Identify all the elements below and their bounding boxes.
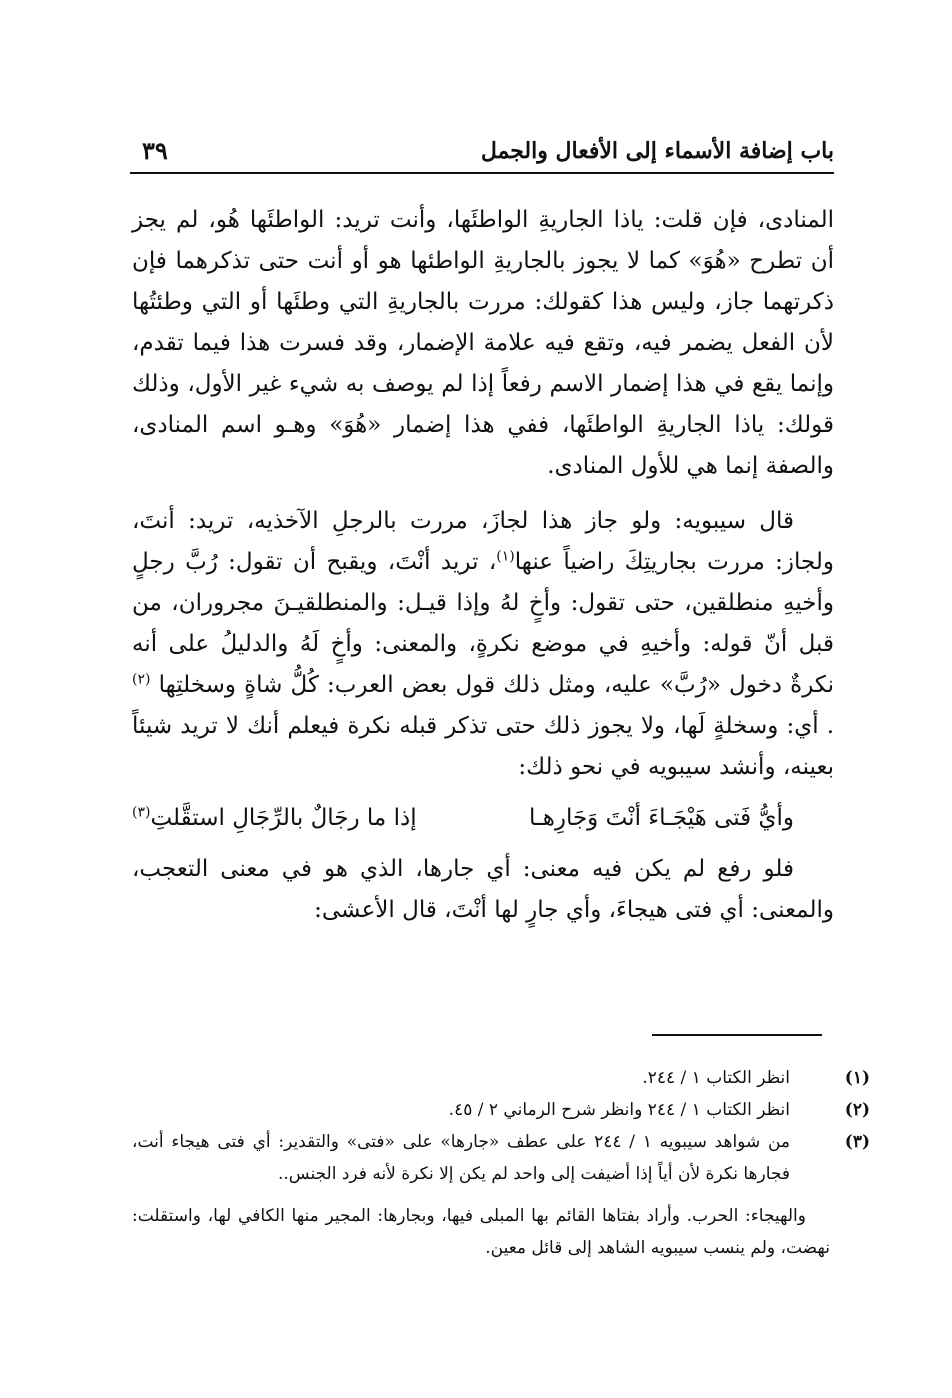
footnote-ref-3: (٣)	[132, 804, 151, 821]
footnote-2	[132, 1094, 870, 1126]
poetry-verse	[132, 798, 834, 839]
page-number: ٣٩	[142, 136, 168, 165]
footnote-1	[132, 1062, 870, 1094]
paragraph-2-part-a: قال سيبويه: ولو جاز هذا لجازَ، مررت بالرجلِ الآخذيه، تريد: أنتَ، ولجاز: مررت بجاريتِكَ راضياً عنها	[132, 508, 834, 575]
footnote-number: (٢)	[844, 1100, 870, 1120]
footnote-text: انظر الكتاب ١ / ٢٤٤.	[642, 1068, 790, 1088]
footnote-continuation: والهيجاء: الحرب. وأراد بفتاها القائم بها المبلى فيها، وبجارها: المجير منها الكافي لها، واستقلت: نهضت، ولم ينسب سيبويه الشاهد إلى قائل معين.	[132, 1206, 830, 1258]
page-header	[130, 132, 834, 174]
verse-second-hemistich: إذا ما رجَالٌ بالرِّجَالِ استقَّلتِ	[150, 805, 417, 831]
footnote-text: من شواهد سيبويه ١ / ٢٤٤ على عطف «جارها» على «فتى» والتقدير: أي فتى هيجاء أنت، فجارها نكرة لأن أياً إذا أضيفت إلى واحد لم يكن إلا نكرة لأنه فرد الجنس..	[132, 1132, 790, 1184]
verse-second-hemistich-wrap	[132, 798, 417, 839]
footnote-ref-1: (١)	[496, 548, 515, 565]
footnote-3	[132, 1126, 870, 1190]
verse-first-hemistich: وأيُّ فَتى هَيْجَـاءَ أنْتَ وَجَارِهـا	[528, 805, 794, 831]
running-title: باب إضافة الأسماء إلى الأفعال والجمل	[480, 138, 834, 164]
footnotes	[132, 1062, 870, 1264]
main-text	[132, 200, 834, 931]
footnote-text: انظر الكتاب ١ / ٢٤٤ وانظر شرح الرماني ٢ / ٤٥.	[448, 1100, 790, 1120]
paragraph-2	[132, 501, 834, 788]
paragraph-1: المنادى، فإن قلت: ياذا الجاريةِ الواطئَها، وأنت تريد: الواطئَها هُو، لم يجز أن تطرح «هُوَ» كما لا يجوز بالجاريةِ الواطئها هو أو أنت حتى تذكرهما فإن ذكرتهما جاز، وليس هذا كقولك: مررت بالجاريةِ التي وطئَها أو التي وطئتُها لأن الفعل يضمر فيه، وتقع فيه علامة الإضمار، وقد فسرت هذا فيما تقدم، وإنما يقع في هذا إضمار الاسم رفعاً إذا لم يوصف به شيء غير الأول، وذلك قولك: ياذا الجاريةِ الواطئَها، ففي هذا إضمار «هُوَ» وهـو اسم المنادى، والصفة إنما هي للأول المنادى.	[132, 207, 834, 479]
paragraph-2-part-c: . أي: وسخلةٍ لَها، ولا يجوز ذلك حتى تذكر قبله نكرة فيعلم أنك لا تريد شيئاً بعينه، وأنشد سيبويه في نحو ذلك:	[132, 713, 834, 780]
footnote-number: (١)	[844, 1068, 870, 1088]
paragraph-3: فلو رفع لم يكن فيه معنى: أي جارها، الذي هو في معنى التعجب، والمعنى: أي فتى هيجاءَ، وأي جارٍ لها أنْتَ، قال الأعشى:	[132, 856, 834, 923]
footnote-ref-2: (٢)	[132, 671, 151, 688]
footnote-number: (٣)	[844, 1132, 870, 1152]
paragraph-2-part-b: ، تريد أنْتَ، ويقبح أن تقول: رُبَّ رجلٍ وأخيهِ منطلقين، حتى تقول: وأخٍ لهُ وإذا قيـل: والمنطلقيـنَ مجروران، من قبل أنّ قوله: وأخيهِ في موضع نكرةٍ، والمعنى: وأخٍ لَهُ والدليلُ على أنه نكرةٌ دخول «رُبَّ» عليه، ومثل ذلك قول بعض العرب: كُلُّ شاةٍ وسخلتِها	[132, 549, 835, 698]
footnote-divider	[652, 1034, 822, 1036]
